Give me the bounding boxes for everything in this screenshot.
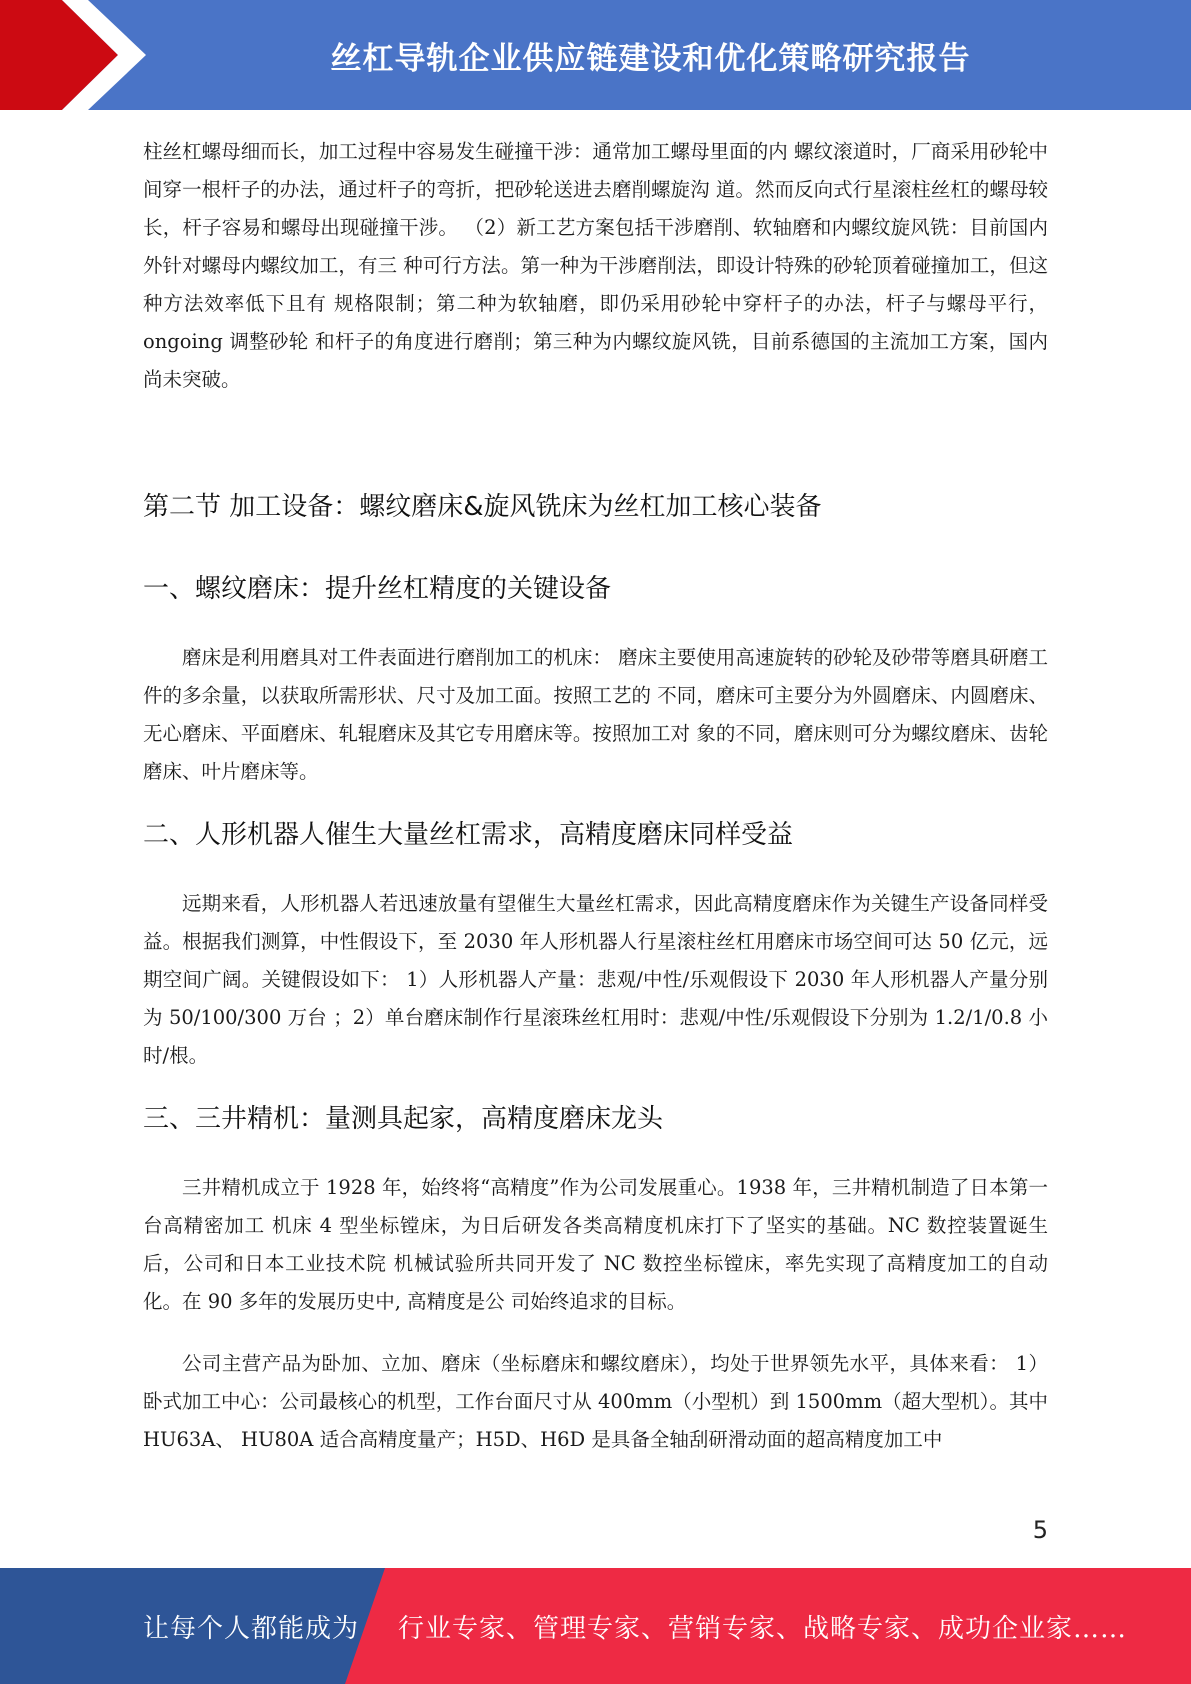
subsection-3-paragraph-1: 三井精机成立于 1928 年，始终将“高精度”作为公司发展重心。1938 年，三井精机制造了日本第一台高精密加工 机床 4 型坐标镗床，为日后研发各类高精度机床打下了坚实的基础。NC 数控装置诞生后，公司和日本工业技术院 机械试验所共同开发了 NC 数控坐标镗床，率先实现了高精度加工的自动化。在 90 多年的发展历史中, 高精度是公 司始终追求的目标。 xyxy=(143,1176,1048,1313)
footer-slogan-right: 行业专家、管理专家、营销专家、战略专家、成功企业家…… xyxy=(398,1613,1128,1644)
footer-banner xyxy=(0,1568,1191,1684)
header-banner xyxy=(0,0,1191,110)
subsection-2-paragraph: 远期来看，人形机器人若迅速放量有望催生大量丝杠需求，因此高精度磨床作为关键生产设备同样受益。根据我们测算，中性假设下，至 2030 年人形机器人行星滚柱丝杠用磨床市场空间可达 50 亿元，远期空间广阔。关键假设如下： 1）人形机器人产量：悲观/中性/乐观假设下 2030 年人形机器人产量分别为 50/100/300 万台 ；2）单台磨床制作行星滚珠丝杠用时：悲观/中性/乐观假设下分别为 1.2/1/0.8 小时/根。 xyxy=(143,892,1048,1067)
subsection-title-1: 一、螺纹磨床：提升丝杠精度的关键设备 xyxy=(143,574,612,604)
subsection-3-paragraph-2: 公司主营产品为卧加、立加、磨床（坐标磨床和螺纹磨床），均处于世界领先水平，具体来看： 1）卧式加工中心：公司最核心的机型，工作台面尺寸从 400mm（小型机）到 1500mm（超大型机）。其中 HU63A、 HU80A 适合高精度量产；H5D、H6D 是具备全轴刮研滑动面的超高精度加工中 xyxy=(143,1352,1048,1451)
section-title: 第二节 加工设备：螺纹磨床&旋风铣床为丝杠加工核心装备 xyxy=(143,492,822,522)
subsection-title-3: 三、三井精机：量测具起家，高精度磨床龙头 xyxy=(143,1104,664,1134)
page-number: 5 xyxy=(1032,1516,1048,1544)
report-title: 丝杠导轨企业供应链建设和优化策略研究报告 xyxy=(330,40,971,77)
page-content xyxy=(143,133,1048,1459)
header-arrow-decoration xyxy=(0,0,160,110)
subsection-1-paragraph: 磨床是利用磨具对工件表面进行磨削加工的机床： 磨床主要使用高速旋转的砂轮及砂带等磨具研磨工件的多余量，以获取所需形状、尺寸及加工面。按照工艺的 不同，磨床可主要分为外圆磨床、内圆磨床、无心磨床、平面磨床、轧辊磨床及其它专用磨床等。按照加工对 象的不同，磨床则可分为螺纹磨床、齿轮磨床、叶片磨床等。 xyxy=(143,646,1048,783)
subsection-title-2: 二、人形机器人催生大量丝杠需求，高精度磨床同样受益 xyxy=(143,820,794,850)
footer-slogan-left: 让每个人都能成为 xyxy=(143,1613,360,1644)
intro-paragraph: 柱丝杠螺母细而长，加工过程中容易发生碰撞干涉：通常加工螺母里面的内 螺纹滚道时，厂商采用砂轮中间穿一根杆子的办法，通过杆子的弯折，把砂轮送进去磨削螺旋沟 道。然而反向式行星滚柱丝杠的螺母较长，杆子容易和螺母出现碰撞干涉。 （2）新工艺方案包括干涉磨削、软轴磨和内螺纹旋风铣：目前国内外针对螺母内螺纹加工，有三 种可行方法。第一种为干涉磨削法，即设计特殊的砂轮顶着碰撞加工，但这种方法效率低下且有 规格限制；第二种为软轴磨，即仍采用砂轮中穿杆子的办法，杆子与螺母平行，ongoing 调整砂轮 和杆子的角度进行磨削；第三种为内螺纹旋风铣，目前系德国的主流加工方案，国内尚未突破。 xyxy=(143,140,1048,391)
